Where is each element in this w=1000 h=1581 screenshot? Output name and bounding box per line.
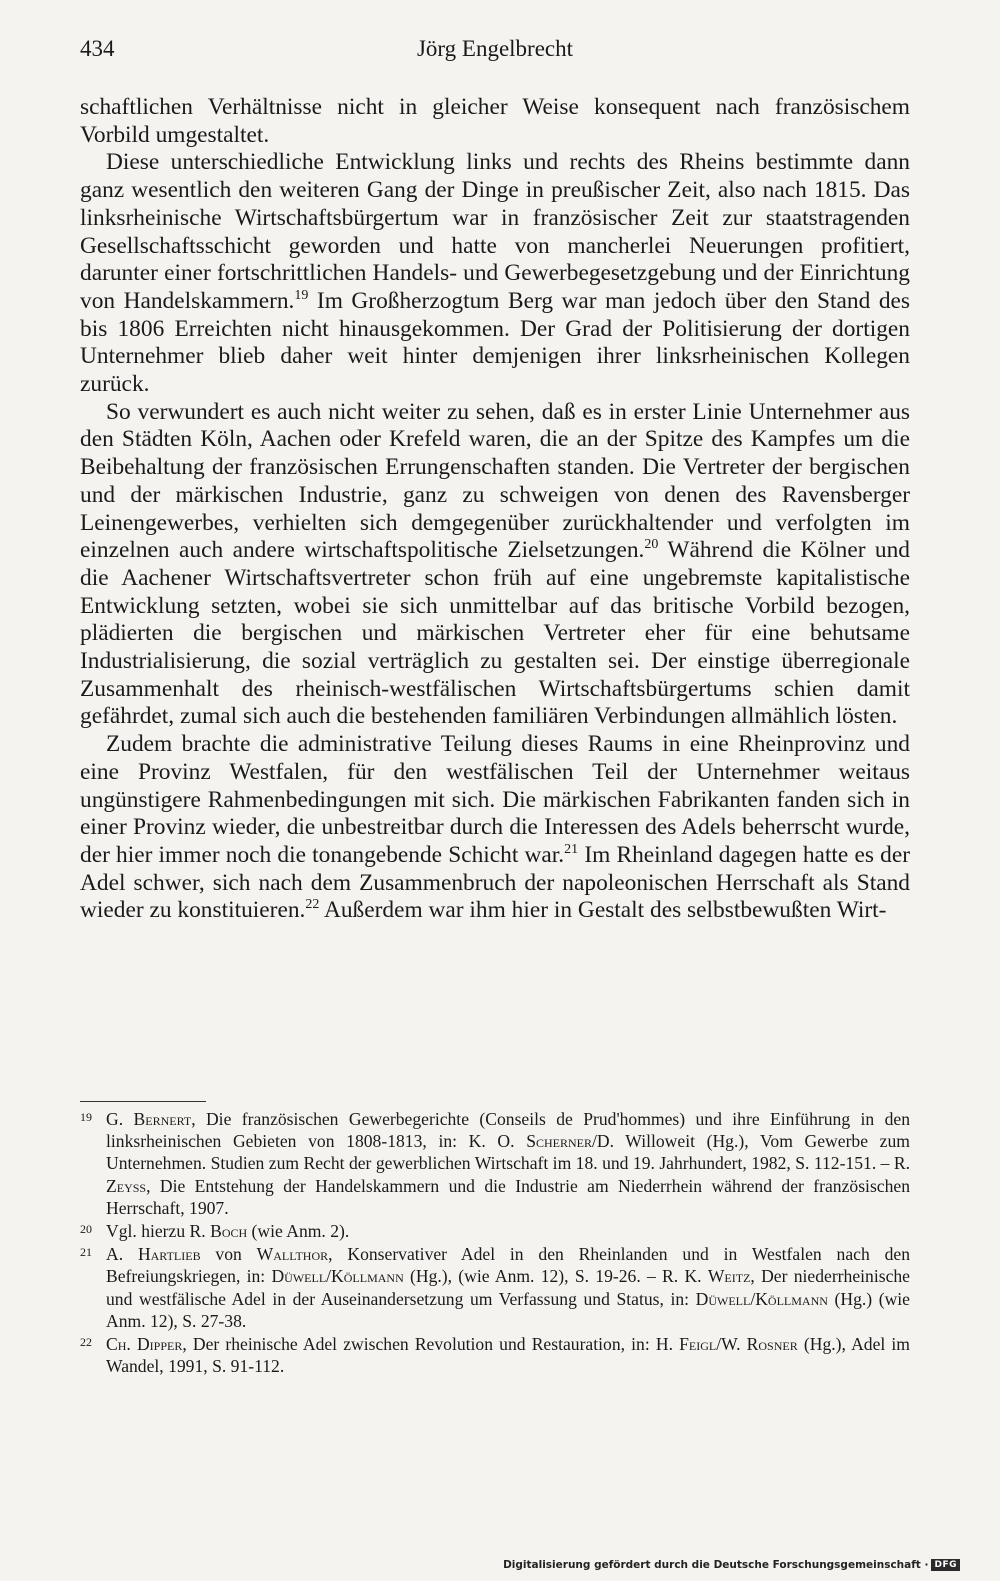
footnotes	[80, 1108, 910, 1378]
footnote-ref[interactable]: 20	[644, 537, 659, 553]
running-head-author: Jörg Engelbrecht	[416, 36, 574, 61]
page-number: 434	[80, 36, 115, 61]
paragraph-continued: schaftlichen Verhältnisse nicht in gleicher Weise konsequent nach französischem Vorbild umgestaltet.	[80, 94, 910, 148]
paragraph: Diese unterschiedliche Entwicklung links und rechts des Rheins bestimmte dann ganz wesentlich den weiteren Gang der Dinge in preußischer Zeit, also nach 1815. Das linksrheinische Wirtschaftsbürgertum war in französischer Zeit zur staatstragenden Gesellschaftsschicht geworden und hatte von mancherlei Neuerungen profitiert, darunter einer fortschrittlichen Handels- und Gewerbegesetzgebung und der Einrichtung von Handelskammern.$^{19}$ Im Großherzogtum Berg war man jedoch über den Stand des bis 1806 Erreichten nicht hinausgekommen. Der Grad der Politisierung der dortigen Unternehmer blieb daher weit hinter demjenigen ihrer linksrheinischen Kollegen zurück.	[80, 149, 910, 398]
dfg-logo: DFG	[931, 1559, 960, 1571]
page-header	[80, 36, 910, 70]
footnote-20: 20 Vgl. hierzu R. Boch (wie Anm. 2).	[80, 1221, 350, 1242]
footnote-separator	[80, 1101, 206, 1102]
footnote-19: 19 G. Bernert, Die französischen Gewerbegerichte (Conseils de Prud'hommes) und ihre Einführung in den linksrheinischen Gebieten von 1808-1813, in: K. O. Scherner/D. Willoweit (Hg.), Vom Gewerbe zum Unternehmen. Studien zum Recht der gewerblichen Wirtschaft im 18. und 19. Jahrhundert, 1982, S. 112-151. – R. Zeyss, Die Entstehung der Handelskammern und die Industrie am Niederrhein während der französischen Herrschaft, 1907.	[80, 1109, 910, 1218]
footnote-number: 20	[80, 1222, 92, 1237]
paragraph: So verwundert es auch nicht weiter zu sehen, daß es in erster Linie Unternehmer aus den Städten Köln, Aachen oder Krefeld waren, die an der Spitze des Kampfes um die Beibehaltung der französischen Errungenschaften standen. Die Vertreter der bergischen und der märkischen Industrie, ganz zu schweigen von denen des Ravensberger Leinengewerbes, verhielten sich demgegenüber zurückhaltender und verfolgten im einzelnen auch andere wirtschaftspolitische Zielsetzungen.$^{20}$ Während die Kölner und die Aachener Wirtschaftsvertreter schon früh auf eine ungebremste kapitalistische Entwicklung setzten, wobei sie sich unmittelbar auf das britische Vorbild bezogen, plädierten die bergischen und märkischen Vertreter eher für eine behutsame Industrialisierung, die sozial verträglich zu gestalten sei. Der einstige überregionale Zusammenhalt des rheinisch-westfälischen Wirtschaftsbürgertums schien damit gefährdet, zumal sich auch die bestehenden familiären Verbindungen allmählich lösten.	[80, 398, 910, 730]
credit-text: Digitalisierung gefördert durch die Deutsche Forschungsgemeinschaft ·	[503, 1559, 929, 1571]
paragraph: Zudem brachte die administrative Teilung dieses Raums in eine Rheinprovinz und eine Provinz Westfalen, für den westfälischen Teil der Unternehmer weitaus ungünstigere Rahmenbedingungen mit sich. Die märkischen Fabrikanten fanden sich in einer Provinz wieder, die unbestreitbar durch die Interessen des Adels beherrscht wurde, der hier immer noch die tonangebende Schicht war.$^{21}$ Im Rheinland dagegen hatte es der Adel schwer, sich nach dem Zusammenbruch der napoleonischen Herrschaft als Stand wieder zu konstituieren.$^{22}$ Außerdem war ihm hier in Gestalt des selbstbewußten Wirt-	[80, 731, 910, 924]
digitization-credit	[503, 1559, 960, 1571]
footnote-number: 21	[80, 1245, 92, 1260]
body-text	[80, 94, 910, 925]
footnote-number: 22	[80, 1335, 92, 1350]
footnote-ref[interactable]: 21	[564, 841, 579, 857]
footnote-number: 19	[80, 1110, 92, 1124]
footnote-22: 22 Ch. Dipper, Der rheinische Adel zwischen Revolution und Restauration, in: H. Feigl/W. Rosner (Hg.), Adel im Wandel, 1991, S. 91-112.	[80, 1334, 910, 1377]
footnote-21: 21 A. Hartlieb von Wallthor, Konservativer Adel in den Rheinlanden und in Westfalen nach den Befreiungskriegen, in: Düwell/Köllmann (Hg.), (wie Anm. 12), S. 19-26. – R. K. Weitz, Der niederrheinische und westfälische Adel in der Auseinandersetzung um Verfassung und Status, in: Düwell/Köllmann (Hg.) (wie Anm. 12), S. 27-38.	[80, 1244, 910, 1331]
footnote-ref[interactable]: 22	[305, 897, 320, 913]
footnote-ref[interactable]: 19	[294, 287, 309, 303]
